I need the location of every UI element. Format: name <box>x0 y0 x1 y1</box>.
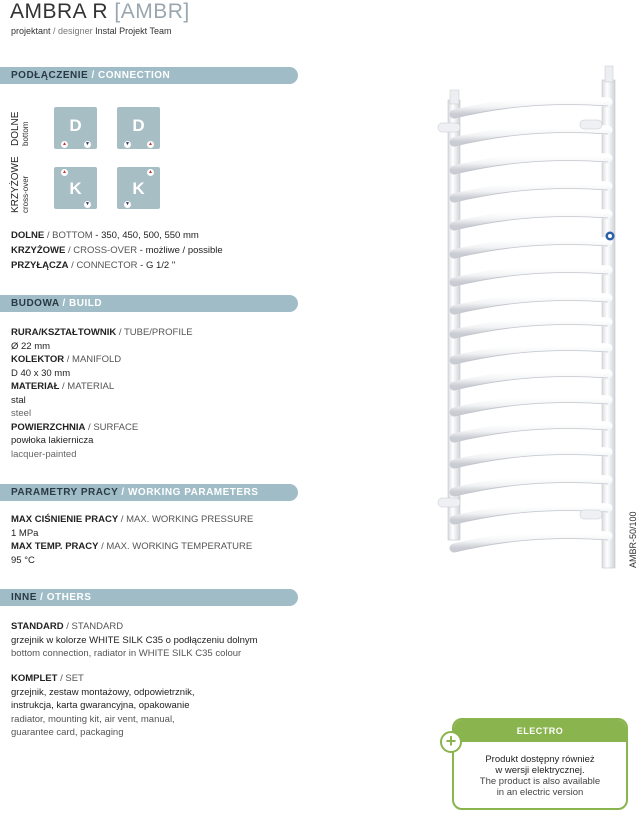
radiator-rung <box>454 185 608 199</box>
radiator-rung <box>454 269 608 283</box>
tile-letter: D <box>132 116 145 135</box>
inlet-dot-icon: ▲ <box>62 141 67 147</box>
spec-connector: PRZYŁĄCZA / CONNECTOR - G 1/2 " <box>11 260 176 271</box>
section-working-parameters: PARAMETRY PRACY / WORKING PARAMETERS <box>0 484 298 501</box>
section-others: INNE / OTHERS <box>0 589 298 606</box>
outlet-dot-icon: ▼ <box>85 201 90 207</box>
spec-surface-label: POWIERZCHNIA / SURFACE <box>11 422 139 433</box>
radiator-rung <box>454 373 608 387</box>
right-air-vent <box>605 66 613 82</box>
wall-bracket <box>580 120 602 129</box>
radiator-rung <box>454 297 608 311</box>
wall-bracket <box>438 123 460 132</box>
product-title: AMBRA R [AMBR] <box>10 0 190 23</box>
product-code-vertical: AMBR-50/100 <box>628 511 638 568</box>
radiator-rung <box>454 479 608 493</box>
outlet-dot-icon: ▼ <box>125 201 130 207</box>
bottom-connection-label: DOLNE bottom <box>10 111 30 146</box>
spec-material-value-en: steel <box>11 408 32 419</box>
spec-pressure-label: MAX CIŚNIENIE PRACY / MAX. WORKING PRESSURE <box>11 514 254 525</box>
connection-tile-d1 <box>54 107 97 149</box>
spec-tube-label: RURA/KSZTAŁTOWNIK / TUBE/PROFILE <box>11 327 193 338</box>
product-code-bracket: [AMBR] <box>114 0 190 23</box>
section-build: BUDOWA / BUILD <box>0 295 298 312</box>
standard-label: STANDARD / STANDARD <box>11 621 124 632</box>
radiator-rungs <box>454 101 608 553</box>
spec-manifold-value: D 40 x 30 mm <box>11 368 71 379</box>
plus-icon: + <box>440 731 462 753</box>
electro-header: ELECTRO <box>454 720 626 742</box>
connection-tile-k1 <box>54 167 97 209</box>
standard-line-pl: grzejnik w kolorze WHITE SILK C35 o podłączeniu dolnym <box>11 635 258 646</box>
radiator-image <box>430 60 630 572</box>
outlet-dot-icon: ▼ <box>125 141 130 147</box>
inlet-dot-icon: ▲ <box>148 169 153 175</box>
tile-letter: K <box>69 179 82 198</box>
designer-line: projektant / designer Instal Projekt Team <box>11 26 172 36</box>
section-connection: PODŁĄCZENIE / CONNECTION <box>0 67 298 84</box>
electro-info-box <box>452 718 628 810</box>
radiator-rung <box>454 157 608 171</box>
spec-temp-value: 95 °C <box>11 555 35 566</box>
cross-connection-label: KRZYŻOWE cross-over <box>10 156 30 213</box>
connection-tile-k2 <box>117 167 160 209</box>
radiator-rung <box>454 347 608 361</box>
spec-temp-label: MAX TEMP. PRACY / MAX. WORKING TEMPERATURE <box>11 541 253 552</box>
radiator-rung <box>454 241 608 255</box>
connection-tile-d2 <box>117 107 160 149</box>
outlet-dot-icon: ▼ <box>85 141 90 147</box>
wall-bracket <box>580 510 602 519</box>
spec-surface-value-en: lacquer-painted <box>11 449 77 460</box>
radiator-rung <box>454 321 608 335</box>
radiator-rung <box>454 129 608 143</box>
radiator-rung <box>454 399 608 413</box>
spec-material-value-pl: stal <box>11 395 26 406</box>
tile-letter: K <box>132 179 145 198</box>
set-line-2: instrukcja, karta gwarancyjna, opakowanie <box>11 700 190 711</box>
inlet-dot-icon: ▲ <box>62 169 67 175</box>
wall-bracket <box>438 498 460 507</box>
spec-tube-value: Ø 22 mm <box>11 341 51 352</box>
radiator-rung <box>454 535 608 549</box>
radiator-rung <box>454 451 608 465</box>
left-air-vent <box>450 90 459 104</box>
set-line-1: grzejnik, zestaw montażowy, odpowietrznik, <box>11 687 195 698</box>
spec-pressure-value: 1 MPa <box>11 528 39 539</box>
spec-material-label: MATERIAŁ / MATERIAL <box>11 381 115 392</box>
inlet-dot-icon: ▲ <box>148 141 153 147</box>
tile-letter: D <box>69 116 82 135</box>
electro-body: Produkt dostępny również w wersji elektrycznej. The product is also available in an electric version <box>479 754 601 798</box>
spec-surface-value-pl: powłoka lakiernicza <box>11 435 94 446</box>
set-line-4: guarantee card, packaging <box>11 727 124 738</box>
standard-line-en: bottom connection, radiator in WHITE SILK C35 colour <box>11 648 242 659</box>
radiator-rung <box>454 101 608 115</box>
radiator-rung <box>454 213 608 227</box>
spec-crossover: KRZYŻOWE / CROSS-OVER - możliwe / possible <box>11 245 223 256</box>
spec-manifold-label: KOLEKTOR / MANIFOLD <box>11 354 122 365</box>
spec-bottom: DOLNE / BOTTOM - 350, 450, 500, 550 mm <box>11 230 199 241</box>
radiator-rung <box>454 425 608 439</box>
set-line-3: radiator, mounting kit, air vent, manual, <box>11 714 175 725</box>
set-label: KOMPLET / SET <box>11 673 84 684</box>
